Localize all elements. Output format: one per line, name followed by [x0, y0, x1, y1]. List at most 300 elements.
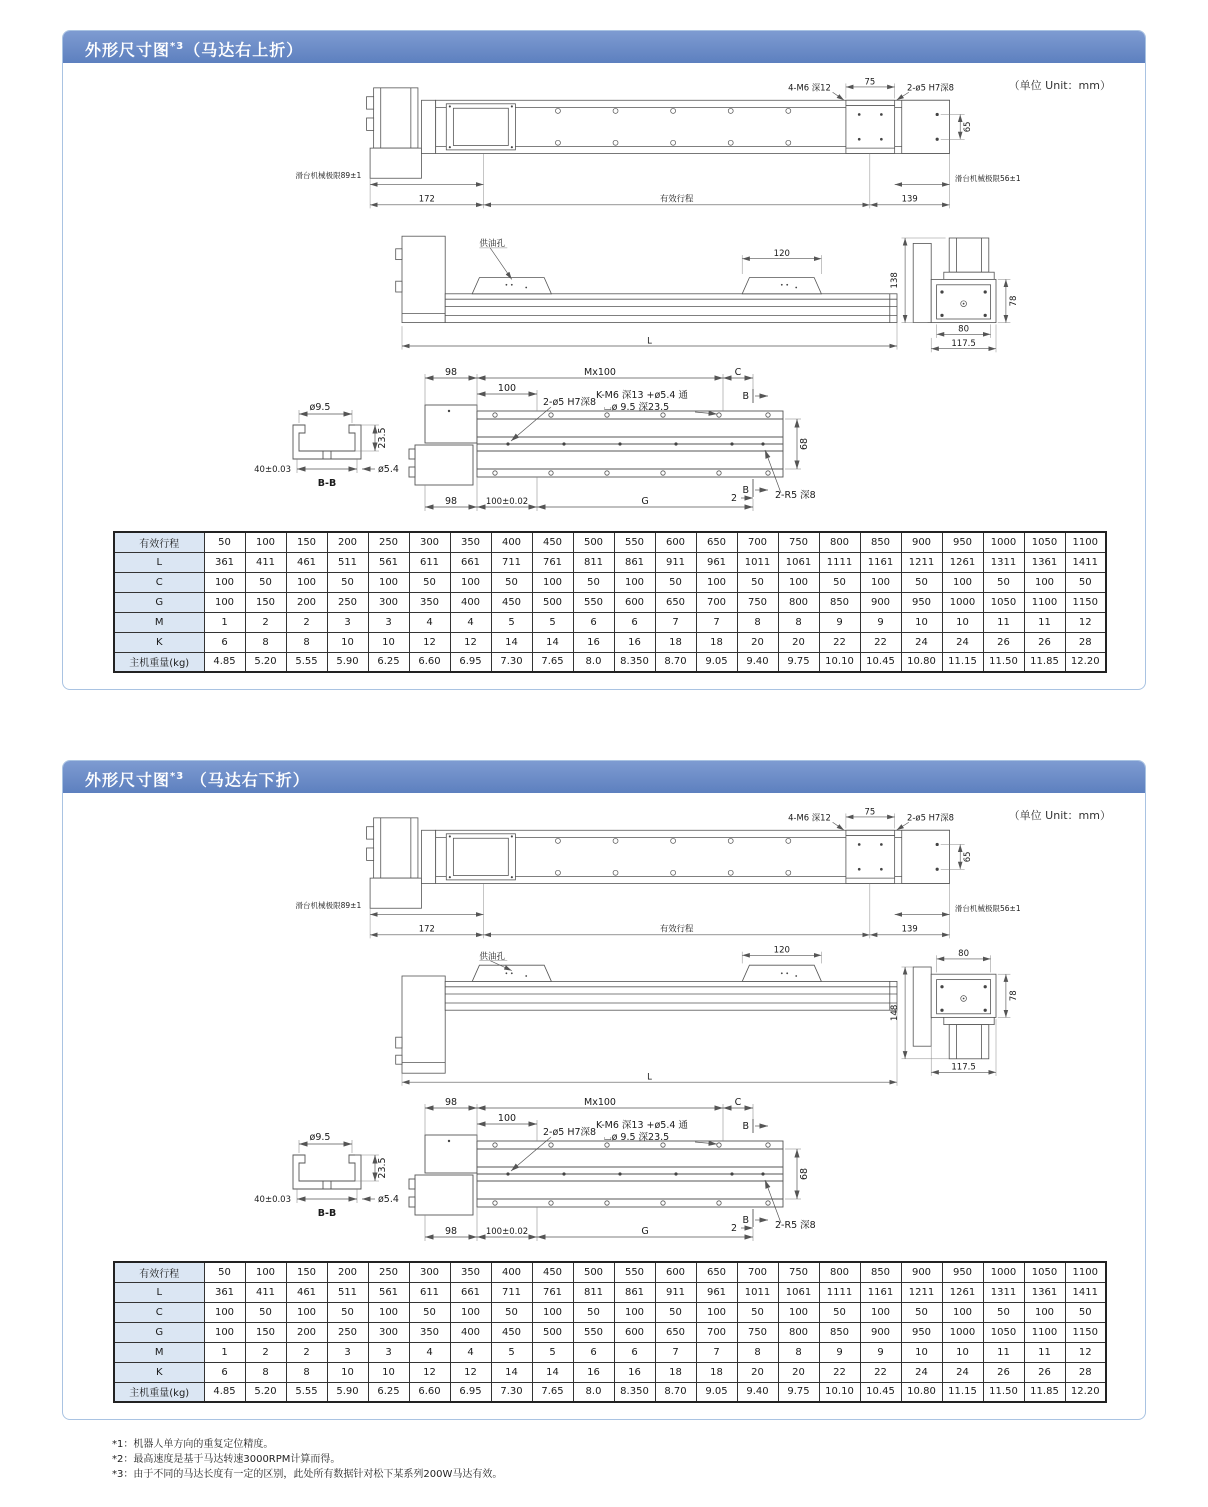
- value-cell: 16: [614, 1362, 655, 1382]
- table-row: [114, 1262, 1106, 1282]
- value-cell: 500: [532, 592, 573, 612]
- dim-label: L: [647, 1072, 652, 1083]
- dim-label: 2-ø5 H7深8: [907, 812, 955, 823]
- value-cell: 411: [245, 552, 286, 572]
- value-cell: 950: [901, 592, 942, 612]
- value-cell: 5.90: [327, 1382, 368, 1402]
- value-cell: 20: [737, 1362, 778, 1382]
- value-cell: 600: [614, 1322, 655, 1342]
- value-cell: 100: [614, 1302, 655, 1322]
- dim-label: 68: [799, 1167, 810, 1181]
- value-cell: 11.15: [942, 652, 983, 672]
- value-cell: 50: [573, 572, 614, 592]
- value-cell: 400: [450, 592, 491, 612]
- dim-label: 98: [444, 1226, 458, 1237]
- value-cell: 1100: [1065, 1262, 1106, 1282]
- value-cell: 850: [860, 1262, 901, 1282]
- dim-label: 172: [418, 923, 435, 934]
- dim-label: 117.5: [951, 1062, 976, 1073]
- value-cell: 9: [860, 1342, 901, 1362]
- value-cell: 1000: [942, 1322, 983, 1342]
- value-cell: 11: [983, 1342, 1024, 1362]
- value-cell: 10: [368, 632, 409, 652]
- value-cell: 9: [860, 612, 901, 632]
- dim-label: C: [734, 367, 742, 378]
- value-cell: 850: [860, 532, 901, 552]
- value-cell: 200: [327, 1262, 368, 1282]
- value-cell: 8: [286, 1362, 327, 1382]
- value-cell: 950: [901, 1322, 942, 1342]
- value-cell: 8: [737, 612, 778, 632]
- value-cell: 550: [573, 1322, 614, 1342]
- value-cell: 611: [409, 552, 450, 572]
- value-cell: 5: [491, 1342, 532, 1362]
- value-cell: 650: [696, 532, 737, 552]
- value-cell: 200: [286, 1322, 327, 1342]
- value-cell: 100: [532, 1302, 573, 1322]
- value-cell: 50: [573, 1302, 614, 1322]
- dim-label: 100: [497, 383, 517, 394]
- value-cell: 100: [532, 572, 573, 592]
- dim-label: 40±0.03: [254, 465, 291, 475]
- drawing-geometry: [396, 236, 996, 322]
- value-cell: 4: [450, 1342, 491, 1362]
- section-label: B-B: [317, 1208, 337, 1219]
- value-cell: 50: [983, 1302, 1024, 1322]
- panel-motor-fold-down: [62, 760, 1146, 1420]
- value-cell: 4: [409, 1342, 450, 1362]
- row-label: G: [114, 592, 204, 612]
- table-row: [114, 1322, 1106, 1342]
- dim-label: 4-M6 深12: [788, 812, 831, 823]
- value-cell: 250: [368, 532, 409, 552]
- value-cell: 100: [450, 1302, 491, 1322]
- table-row: [114, 592, 1106, 612]
- value-cell: 7.65: [532, 1382, 573, 1402]
- value-cell: 1211: [901, 1282, 942, 1302]
- value-cell: 100: [204, 592, 245, 612]
- value-cell: 350: [409, 1322, 450, 1342]
- value-cell: 150: [286, 532, 327, 552]
- value-cell: 50: [409, 1302, 450, 1322]
- value-cell: 1411: [1065, 552, 1106, 572]
- value-cell: 8: [286, 632, 327, 652]
- value-cell: 1150: [1065, 592, 1106, 612]
- value-cell: 100: [204, 1302, 245, 1322]
- value-cell: 50: [819, 1302, 860, 1322]
- value-cell: 11: [1024, 612, 1065, 632]
- value-cell: 50: [1065, 572, 1106, 592]
- value-cell: 950: [942, 532, 983, 552]
- dim-label: 98: [444, 496, 458, 507]
- dim-label: 80: [958, 949, 970, 960]
- value-cell: 6.95: [450, 1382, 491, 1402]
- value-cell: 7: [655, 612, 696, 632]
- value-cell: 11.15: [942, 1382, 983, 1402]
- value-cell: 1000: [983, 1262, 1024, 1282]
- dim-label: 供油孔: [479, 951, 506, 962]
- value-cell: 20: [737, 632, 778, 652]
- value-cell: 400: [450, 1322, 491, 1342]
- value-cell: 450: [532, 532, 573, 552]
- value-cell: 7.30: [491, 1382, 532, 1402]
- value-cell: 10: [942, 612, 983, 632]
- dim-label: Mx100: [584, 367, 616, 378]
- value-cell: 10.45: [860, 1382, 901, 1402]
- bottom-view-and-section-drawing: [254, 1095, 903, 1260]
- value-cell: 11: [983, 612, 1024, 632]
- dim-label: 2: [730, 493, 737, 504]
- value-cell: 450: [532, 1262, 573, 1282]
- value-cell: 10: [327, 632, 368, 652]
- value-cell: 100: [245, 1262, 286, 1282]
- value-cell: 1361: [1024, 1282, 1065, 1302]
- value-cell: 10: [901, 1342, 942, 1362]
- value-cell: 24: [901, 1362, 942, 1382]
- value-cell: 700: [737, 532, 778, 552]
- dim-label: 138: [890, 272, 900, 289]
- value-cell: 5.20: [245, 652, 286, 672]
- value-cell: 661: [450, 1282, 491, 1302]
- value-cell: 1100: [1065, 532, 1106, 552]
- value-cell: 350: [409, 592, 450, 612]
- value-cell: 450: [491, 592, 532, 612]
- value-cell: 9.75: [778, 652, 819, 672]
- value-cell: 6: [204, 632, 245, 652]
- value-cell: 5.90: [327, 652, 368, 672]
- dim-label: 2-ø5 H7深8: [543, 1127, 597, 1138]
- value-cell: 1011: [737, 552, 778, 572]
- value-cell: 50: [245, 1302, 286, 1322]
- value-cell: 711: [491, 1282, 532, 1302]
- value-cell: 24: [942, 632, 983, 652]
- unit-note: （单位 Unit：mm）: [1008, 79, 1111, 92]
- panel-title: [63, 761, 1145, 793]
- value-cell: 1111: [819, 1282, 860, 1302]
- value-cell: 50: [655, 572, 696, 592]
- value-cell: 250: [327, 592, 368, 612]
- value-cell: 900: [901, 532, 942, 552]
- value-cell: 50: [737, 572, 778, 592]
- value-cell: 611: [409, 1282, 450, 1302]
- table-row: [114, 632, 1106, 652]
- footnote: *2：最高速度是基于马达转速3000RPM计算而得。: [112, 1454, 341, 1465]
- value-cell: 1411: [1065, 1282, 1106, 1302]
- value-cell: 2: [286, 612, 327, 632]
- dim-label: 120: [773, 945, 790, 956]
- value-cell: 26: [1024, 632, 1065, 652]
- dim-label: 100±0.02: [485, 1227, 529, 1237]
- value-cell: 1061: [778, 552, 819, 572]
- dim-label: 滑台机械极限89±1: [295, 901, 362, 911]
- value-cell: 4.85: [204, 1382, 245, 1402]
- value-cell: 16: [573, 632, 614, 652]
- value-cell: 300: [409, 532, 450, 552]
- value-cell: 100: [614, 572, 655, 592]
- section-label: B-B: [317, 478, 337, 489]
- value-cell: 50: [491, 572, 532, 592]
- value-cell: 1050: [983, 1322, 1024, 1342]
- dim-label: 23.5: [377, 1157, 388, 1179]
- side-and-end-view-drawing: [393, 229, 1023, 364]
- value-cell: 1050: [1024, 1262, 1065, 1282]
- value-cell: 750: [778, 532, 819, 552]
- value-cell: 800: [778, 592, 819, 612]
- value-cell: 150: [286, 1262, 327, 1282]
- dim-label: 滑台机械极限89±1: [295, 171, 362, 181]
- dim-label: 40±0.03: [254, 1195, 291, 1205]
- value-cell: 750: [778, 1262, 819, 1282]
- value-cell: 7: [696, 612, 737, 632]
- value-cell: 5.20: [245, 1382, 286, 1402]
- value-cell: 1161: [860, 552, 901, 572]
- value-cell: 50: [204, 1262, 245, 1282]
- drawing-geometry: [367, 818, 950, 908]
- value-cell: 8: [778, 612, 819, 632]
- dim-label: 2-R5 深8: [775, 490, 816, 501]
- value-cell: 1: [204, 1342, 245, 1362]
- value-cell: 600: [614, 592, 655, 612]
- row-label: C: [114, 572, 204, 592]
- value-cell: 800: [819, 532, 860, 552]
- value-cell: 12: [450, 632, 491, 652]
- value-cell: 1211: [901, 552, 942, 572]
- row-label: K: [114, 1362, 204, 1382]
- table-row: [114, 532, 1106, 552]
- value-cell: 361: [204, 552, 245, 572]
- value-cell: 600: [655, 1262, 696, 1282]
- drawing-geometry: [409, 405, 783, 485]
- value-cell: 2: [245, 612, 286, 632]
- section-arrow-label: B: [742, 1215, 749, 1226]
- value-cell: 700: [696, 592, 737, 612]
- value-cell: 6: [614, 1342, 655, 1362]
- value-cell: 100: [286, 572, 327, 592]
- dim-label: 有效行程: [659, 923, 694, 934]
- value-cell: 6.95: [450, 652, 491, 672]
- value-cell: 200: [327, 532, 368, 552]
- value-cell: 500: [573, 1262, 614, 1282]
- value-cell: 6.60: [409, 652, 450, 672]
- value-cell: 5: [532, 612, 573, 632]
- value-cell: 911: [655, 552, 696, 572]
- top-view-drawing: [295, 806, 1063, 949]
- value-cell: 3: [368, 612, 409, 632]
- value-cell: 2: [286, 1342, 327, 1362]
- value-cell: 100: [368, 1302, 409, 1322]
- value-cell: 350: [450, 532, 491, 552]
- value-cell: 411: [245, 1282, 286, 1302]
- value-cell: 9.05: [696, 652, 737, 672]
- section-bb-geometry: [254, 402, 399, 489]
- value-cell: 50: [983, 572, 1024, 592]
- dim-label: 滑台机械极限56±1: [954, 173, 1021, 183]
- value-cell: 811: [573, 1282, 614, 1302]
- value-cell: 18: [655, 632, 696, 652]
- value-cell: 100: [1024, 572, 1065, 592]
- dim-label: 2: [730, 1223, 737, 1234]
- row-label: 有效行程: [114, 532, 204, 552]
- dim-label: ø5.4: [378, 464, 399, 475]
- bottom-view-and-section-drawing: [254, 365, 903, 530]
- panel-motor-fold-up: [62, 30, 1146, 690]
- value-cell: 9.40: [737, 1382, 778, 1402]
- value-cell: 14: [532, 1362, 573, 1382]
- value-cell: 561: [368, 1282, 409, 1302]
- value-cell: 6.25: [368, 652, 409, 672]
- dim-label: 2-ø5 H7深8: [543, 397, 597, 408]
- value-cell: 7.30: [491, 652, 532, 672]
- value-cell: 1311: [983, 1282, 1024, 1302]
- row-label: 有效行程: [114, 1262, 204, 1282]
- value-cell: 24: [942, 1362, 983, 1382]
- value-cell: 18: [696, 632, 737, 652]
- dim-label: 2-R5 深8: [775, 1220, 816, 1231]
- row-label: C: [114, 1302, 204, 1322]
- dim-label: 有效行程: [659, 193, 694, 204]
- value-cell: 100: [860, 1302, 901, 1322]
- value-cell: 650: [696, 1262, 737, 1282]
- section-arrow-label: B: [742, 485, 749, 496]
- dim-label: 148: [890, 1004, 900, 1022]
- value-cell: 100: [286, 1302, 327, 1322]
- row-label: M: [114, 1342, 204, 1362]
- dim-label: ø9.5: [309, 402, 331, 413]
- value-cell: 511: [327, 1282, 368, 1302]
- value-cell: 1: [204, 612, 245, 632]
- value-cell: 26: [983, 1362, 1024, 1382]
- value-cell: 700: [737, 1262, 778, 1282]
- value-cell: 1361: [1024, 552, 1065, 572]
- dim-label: K-M6 深13 +ø5.4 通: [596, 390, 688, 401]
- dim-label: Mx100: [584, 1097, 616, 1108]
- value-cell: 14: [532, 632, 573, 652]
- value-cell: 50: [901, 572, 942, 592]
- section-arrow-label: B: [742, 391, 749, 402]
- value-cell: 600: [655, 532, 696, 552]
- value-cell: 711: [491, 552, 532, 572]
- value-cell: 28: [1065, 1362, 1106, 1382]
- value-cell: 26: [1024, 1362, 1065, 1382]
- table-row: [114, 1362, 1106, 1382]
- value-cell: 6: [614, 612, 655, 632]
- value-cell: 900: [901, 1262, 942, 1282]
- value-cell: 9: [819, 1342, 860, 1362]
- value-cell: 12: [1065, 1342, 1106, 1362]
- value-cell: 5: [491, 612, 532, 632]
- value-cell: 1050: [1024, 532, 1065, 552]
- row-label: G: [114, 1322, 204, 1342]
- dim-label: 78: [1008, 295, 1019, 307]
- value-cell: 750: [737, 1322, 778, 1342]
- value-cell: 8.0: [573, 652, 614, 672]
- value-cell: 10.45: [860, 652, 901, 672]
- value-cell: 800: [819, 1262, 860, 1282]
- value-cell: 550: [614, 532, 655, 552]
- section-arrow-label: B: [742, 1121, 749, 1132]
- dim-label: 117.5: [951, 339, 976, 349]
- value-cell: 8: [737, 1342, 778, 1362]
- value-cell: 12: [450, 1362, 491, 1382]
- value-cell: 750: [737, 592, 778, 612]
- value-cell: 24: [901, 632, 942, 652]
- value-cell: 100: [778, 572, 819, 592]
- table-row: [114, 1302, 1106, 1322]
- value-cell: 150: [245, 592, 286, 612]
- value-cell: 50: [204, 532, 245, 552]
- value-cell: 6: [573, 612, 614, 632]
- value-cell: 9.40: [737, 652, 778, 672]
- value-cell: 100: [204, 572, 245, 592]
- value-cell: 6.60: [409, 1382, 450, 1402]
- value-cell: 461: [286, 1282, 327, 1302]
- panel-title-variant: （马达右下折）: [184, 770, 310, 790]
- value-cell: 16: [614, 632, 655, 652]
- value-cell: 100: [450, 572, 491, 592]
- value-cell: 500: [532, 1322, 573, 1342]
- dim-label: 65: [961, 851, 972, 863]
- value-cell: 12.20: [1065, 652, 1106, 672]
- value-cell: 150: [245, 1322, 286, 1342]
- panel-title: [63, 31, 1145, 63]
- panel-title-text: 外形尺寸图: [85, 40, 171, 60]
- value-cell: 700: [696, 1322, 737, 1342]
- value-cell: 10: [901, 612, 942, 632]
- value-cell: 911: [655, 1282, 696, 1302]
- value-cell: 50: [409, 572, 450, 592]
- row-label: L: [114, 552, 204, 572]
- table-row: [114, 1382, 1106, 1402]
- dim-label: 139: [901, 923, 918, 934]
- value-cell: 6: [204, 1362, 245, 1382]
- dim-label: 80: [958, 324, 970, 335]
- value-cell: 12.20: [1065, 1382, 1106, 1402]
- value-cell: 100: [368, 572, 409, 592]
- value-cell: 50: [901, 1302, 942, 1322]
- dim-label: 98: [444, 367, 458, 378]
- table-row: [114, 1282, 1106, 1302]
- value-cell: 20: [778, 1362, 819, 1382]
- value-cell: 650: [655, 592, 696, 612]
- value-cell: 50: [737, 1302, 778, 1322]
- value-cell: 450: [491, 1322, 532, 1342]
- dim-label: G: [641, 496, 649, 507]
- dim-label: 68: [799, 437, 810, 451]
- value-cell: 100: [942, 572, 983, 592]
- value-cell: 100: [942, 1302, 983, 1322]
- footnote: *3：由于不同的马达长度有一定的区别，此处所有数据针对松下某系列200W马达有效。: [112, 1469, 503, 1480]
- table-row: [114, 572, 1106, 592]
- value-cell: 400: [491, 532, 532, 552]
- value-cell: 100: [1024, 1302, 1065, 1322]
- value-cell: 850: [819, 1322, 860, 1342]
- value-cell: 861: [614, 1282, 655, 1302]
- value-cell: 100: [204, 1322, 245, 1342]
- value-cell: 100: [778, 1302, 819, 1322]
- value-cell: 8.70: [655, 652, 696, 672]
- table-row: [114, 652, 1106, 672]
- value-cell: 3: [368, 1342, 409, 1362]
- value-cell: 12: [409, 632, 450, 652]
- drawing-geometry: [396, 965, 996, 1073]
- value-cell: 550: [614, 1262, 655, 1282]
- value-cell: 4: [450, 612, 491, 632]
- top-view-drawing: [295, 76, 1063, 219]
- value-cell: 11.50: [983, 1382, 1024, 1402]
- value-cell: 1161: [860, 1282, 901, 1302]
- value-cell: 28: [1065, 632, 1106, 652]
- value-cell: 400: [491, 1262, 532, 1282]
